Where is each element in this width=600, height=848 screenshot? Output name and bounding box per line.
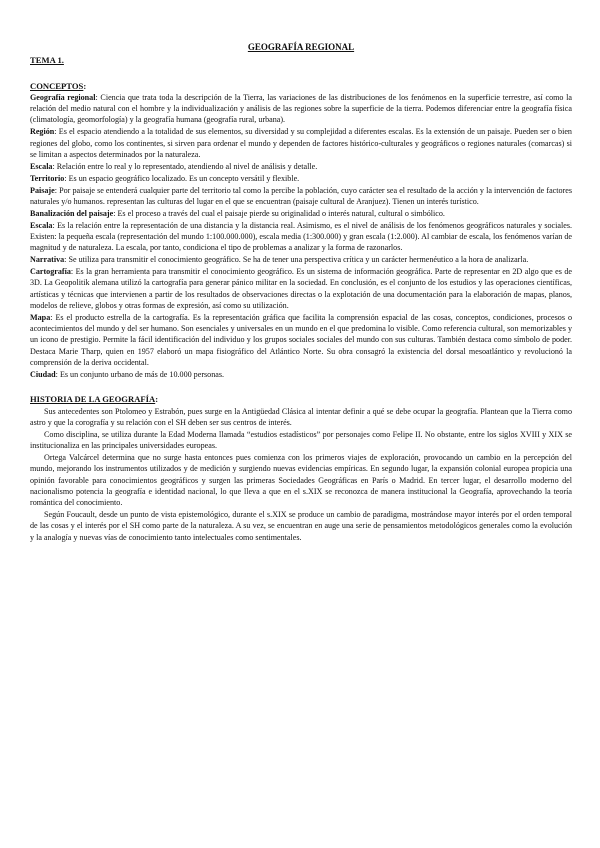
definition-cartografia	[30, 266, 572, 311]
definition-ciudad	[30, 369, 572, 380]
definition-term: Paisaje	[30, 185, 55, 195]
document-title: GEOGRAFÍA REGIONAL	[247, 42, 355, 52]
definition-term: Territorio	[30, 173, 65, 183]
conceptos-heading-colon: :	[83, 80, 87, 91]
definition-term: Región	[30, 127, 55, 137]
historia-paragraph: Ortega Valcárcel determina que no surge hasta entonces pues comienza con los primeros viajes de exploración, provocando un cambio en la percepción del mundo, mejorando los instrumentos utilizados y de medición y surgiendo nuevas evidencias empíricas. En segundo lugar, la expansión colonial europea propicia una opinión favorable para conocimientos geográficos y surgen las primeras Sociedades Geográficas en París o Madrid. En tercer lugar, el desarrollo moderno del nacionalismo potencia la geografía e identidad nacional, lo que lleva a que en el s.XIX se reconozca de manera institucional la Geografía, aprovechando la teoría romántica del conocimiento.	[30, 452, 572, 508]
definition-sep: :	[64, 173, 69, 183]
definition-term: Escala	[30, 220, 53, 230]
definition-text: Es la relación entre la representación de una distancia y la distancia real. Asimismo, es el nivel de análisis de los fenómenos geográficos naturales y sociales. Existen: la pequeña escala (representación del mundo 1:100.000.000), escala media (1:300.000) y gran escala (1:2.000). Al cambiar de escala, los fenómenos varían de magnitud y de naturaleza. La escala, por tanto, condiciona el tipo de problemas a analizar y la forma de razonarlos.	[30, 220, 572, 253]
definition-term: Narrativa	[30, 255, 65, 265]
definition-term: Escala	[30, 161, 53, 171]
definition-territorio	[30, 173, 572, 184]
definition-text: Es un espacio geográfico localizado. Es un concepto versátil y flexible.	[68, 173, 300, 183]
historia-paragraph: Sus antecedentes son Ptolomeo y Estrabón, pues surge en la Antigüedad Clásica al intentar definir a qué se debe ocupar la geografía. Plantean que la Tierra como astro y que la corografía y su relación con el SH deben ser sus centros de interés.	[30, 406, 572, 427]
historia-paragraph: Como disciplina, se utiliza durante la Edad Moderna llamada “estudios estadísticos” por personajes como Felipe II. No obstante, entre los siglos XVIII y XIX se institucionaliza en las principales universidades europeas.	[30, 429, 572, 451]
historia-heading-colon: :	[155, 394, 159, 405]
definition-text: Es la gran herramienta para transmitir el conocimiento geográfico. Es un sistema de información geográfica. Parte de representar en 2D algo que es de 3D. La Geopolitik alemana utilizó la cartografía para generar pánico militar en la sociedad. En conclusión, es el conjunto de los estudios y las operaciones científicas, artísticas y técnicas que intervienen a partir de los resultados de observaciones directas o la explotación de una documentación para la elaboración de mapas, planos, modelos de relieve, globos y otras formas de expresión, así como su utilización.	[30, 267, 572, 310]
tema-heading: TEMA 1.	[30, 55, 64, 66]
historia-heading-text: HISTORIA DE LA GEOGRAFÍA	[30, 394, 156, 405]
definition-mapa	[30, 312, 572, 368]
definition-term: Geografía regional	[30, 92, 96, 102]
definition-text: Se utiliza para transmitir el conocimiento geográfico. Se ha de tener una perspectiva crítica y un carácter hermenéutico a la hora de analizarla.	[68, 255, 529, 265]
historia-heading	[30, 394, 572, 405]
definition-sep: :	[70, 267, 76, 277]
definition-sep: :	[52, 161, 57, 171]
definition-sep: :	[54, 185, 60, 195]
definition-sep: :	[54, 127, 59, 137]
definition-term: Ciudad	[30, 369, 56, 379]
document-page	[30, 42, 572, 543]
definition-narrativa	[30, 254, 572, 265]
definition-sep: :	[52, 220, 58, 230]
definition-geografia-regional	[30, 92, 572, 126]
definition-text: Es el producto estrella de la cartografía. Es la representación gráfica que facilita la comprensión espacial de las cosas, conceptos, condiciones, procesos o acontecimientos del mundo y del ser humano. Son esenciales y universales en un mundo en el que predomina lo visible. Como referencia cultural, son memorizables y un icono de prestigio. Permite la fácil identificación del individuo y los grupos sociales sociales del mundo con sus culturas. También destaca como símbolo de poder. Destaca Marie Tharp, quien en 1957 elaboró un mapa fisiográfico del Atlántico Norte. Su obra consagró la existencia del dorsal mesoatlántico y revolucionó la comprensión de la deriva occidental.	[30, 312, 572, 368]
conceptos-heading-text: CONCEPTOS	[30, 80, 84, 91]
definition-sep: :	[64, 255, 69, 265]
definition-text: Es el proceso a través del cual el paisaje pierde su originalidad o interés natural, cultural o simbólico.	[117, 208, 445, 218]
definition-sep: :	[55, 369, 60, 379]
definition-term: Cartografía	[30, 267, 71, 277]
definition-region	[30, 126, 572, 160]
definition-escala-1	[30, 161, 572, 172]
definition-text: Es un conjunto urbano de más de 10.000 personas.	[59, 369, 225, 379]
definition-text: Es el espacio atendiendo a la totalidad de sus elementos, su diversidad y su complejidad a diferentes escalas. Es la extensión de un paisaje. Pueden ser o bien regiones del globo, como los continentes, si sirven para ordenar el mundo y dependen de factores histórico-culturales y geográficos o regiones naturales (comarcas) si se limitan a aspectos determinados por la naturaleza.	[30, 127, 572, 159]
definition-sep: :	[95, 92, 101, 102]
definition-escala-2	[30, 220, 572, 254]
definition-paisaje	[30, 185, 572, 208]
historia-paragraph: Según Foucault, desde un punto de vista epistemológico, durante el s.XIX se produce un cambio de paradigma, mostrándose mayor interés por el orden temporal de las cosas y el interés por el SH como parte de la naturaleza. A su vez, se encuentran en auge una serie de pensamientos metodológicos generales como la evolución y la analogía y nuevas vías de conocimiento tanto intelectuales como sentimentales.	[30, 510, 572, 542]
definition-text: Relación entre lo real y lo representado, atendiendo al nivel de análisis y detalle.	[56, 161, 318, 171]
definition-term: Mapa	[30, 312, 51, 322]
definition-banalizacion	[30, 208, 572, 219]
conceptos-heading	[30, 81, 572, 92]
definition-sep: :	[113, 208, 118, 218]
definition-text: Por paisaje se entenderá cualquier parte del territorio tal como la percibe la población, cuyo carácter sea el resultado de la acción y la intervención de factores naturales y/o humanos. representan las culturas del lugar en el que se encuentran (paisaje cultural de Aranjuez). Tienen un interés turístico.	[30, 185, 572, 206]
definition-text: Ciencia que trata toda la descripción de la Tierra, las variaciones de las distribuciones de los fenómenos en la superficie terrestre, así como la relación del medio natural con el hombre y la individualización y análisis de las regiones sobre la superficie de la tierra. Podemos diferenciar entre la geografía física (climatología, geomorfología) y la geografía humana (geografía rural, urbana).	[30, 92, 572, 125]
definition-sep: :	[50, 312, 56, 322]
definition-term: Banalización del paisaje	[30, 208, 114, 218]
